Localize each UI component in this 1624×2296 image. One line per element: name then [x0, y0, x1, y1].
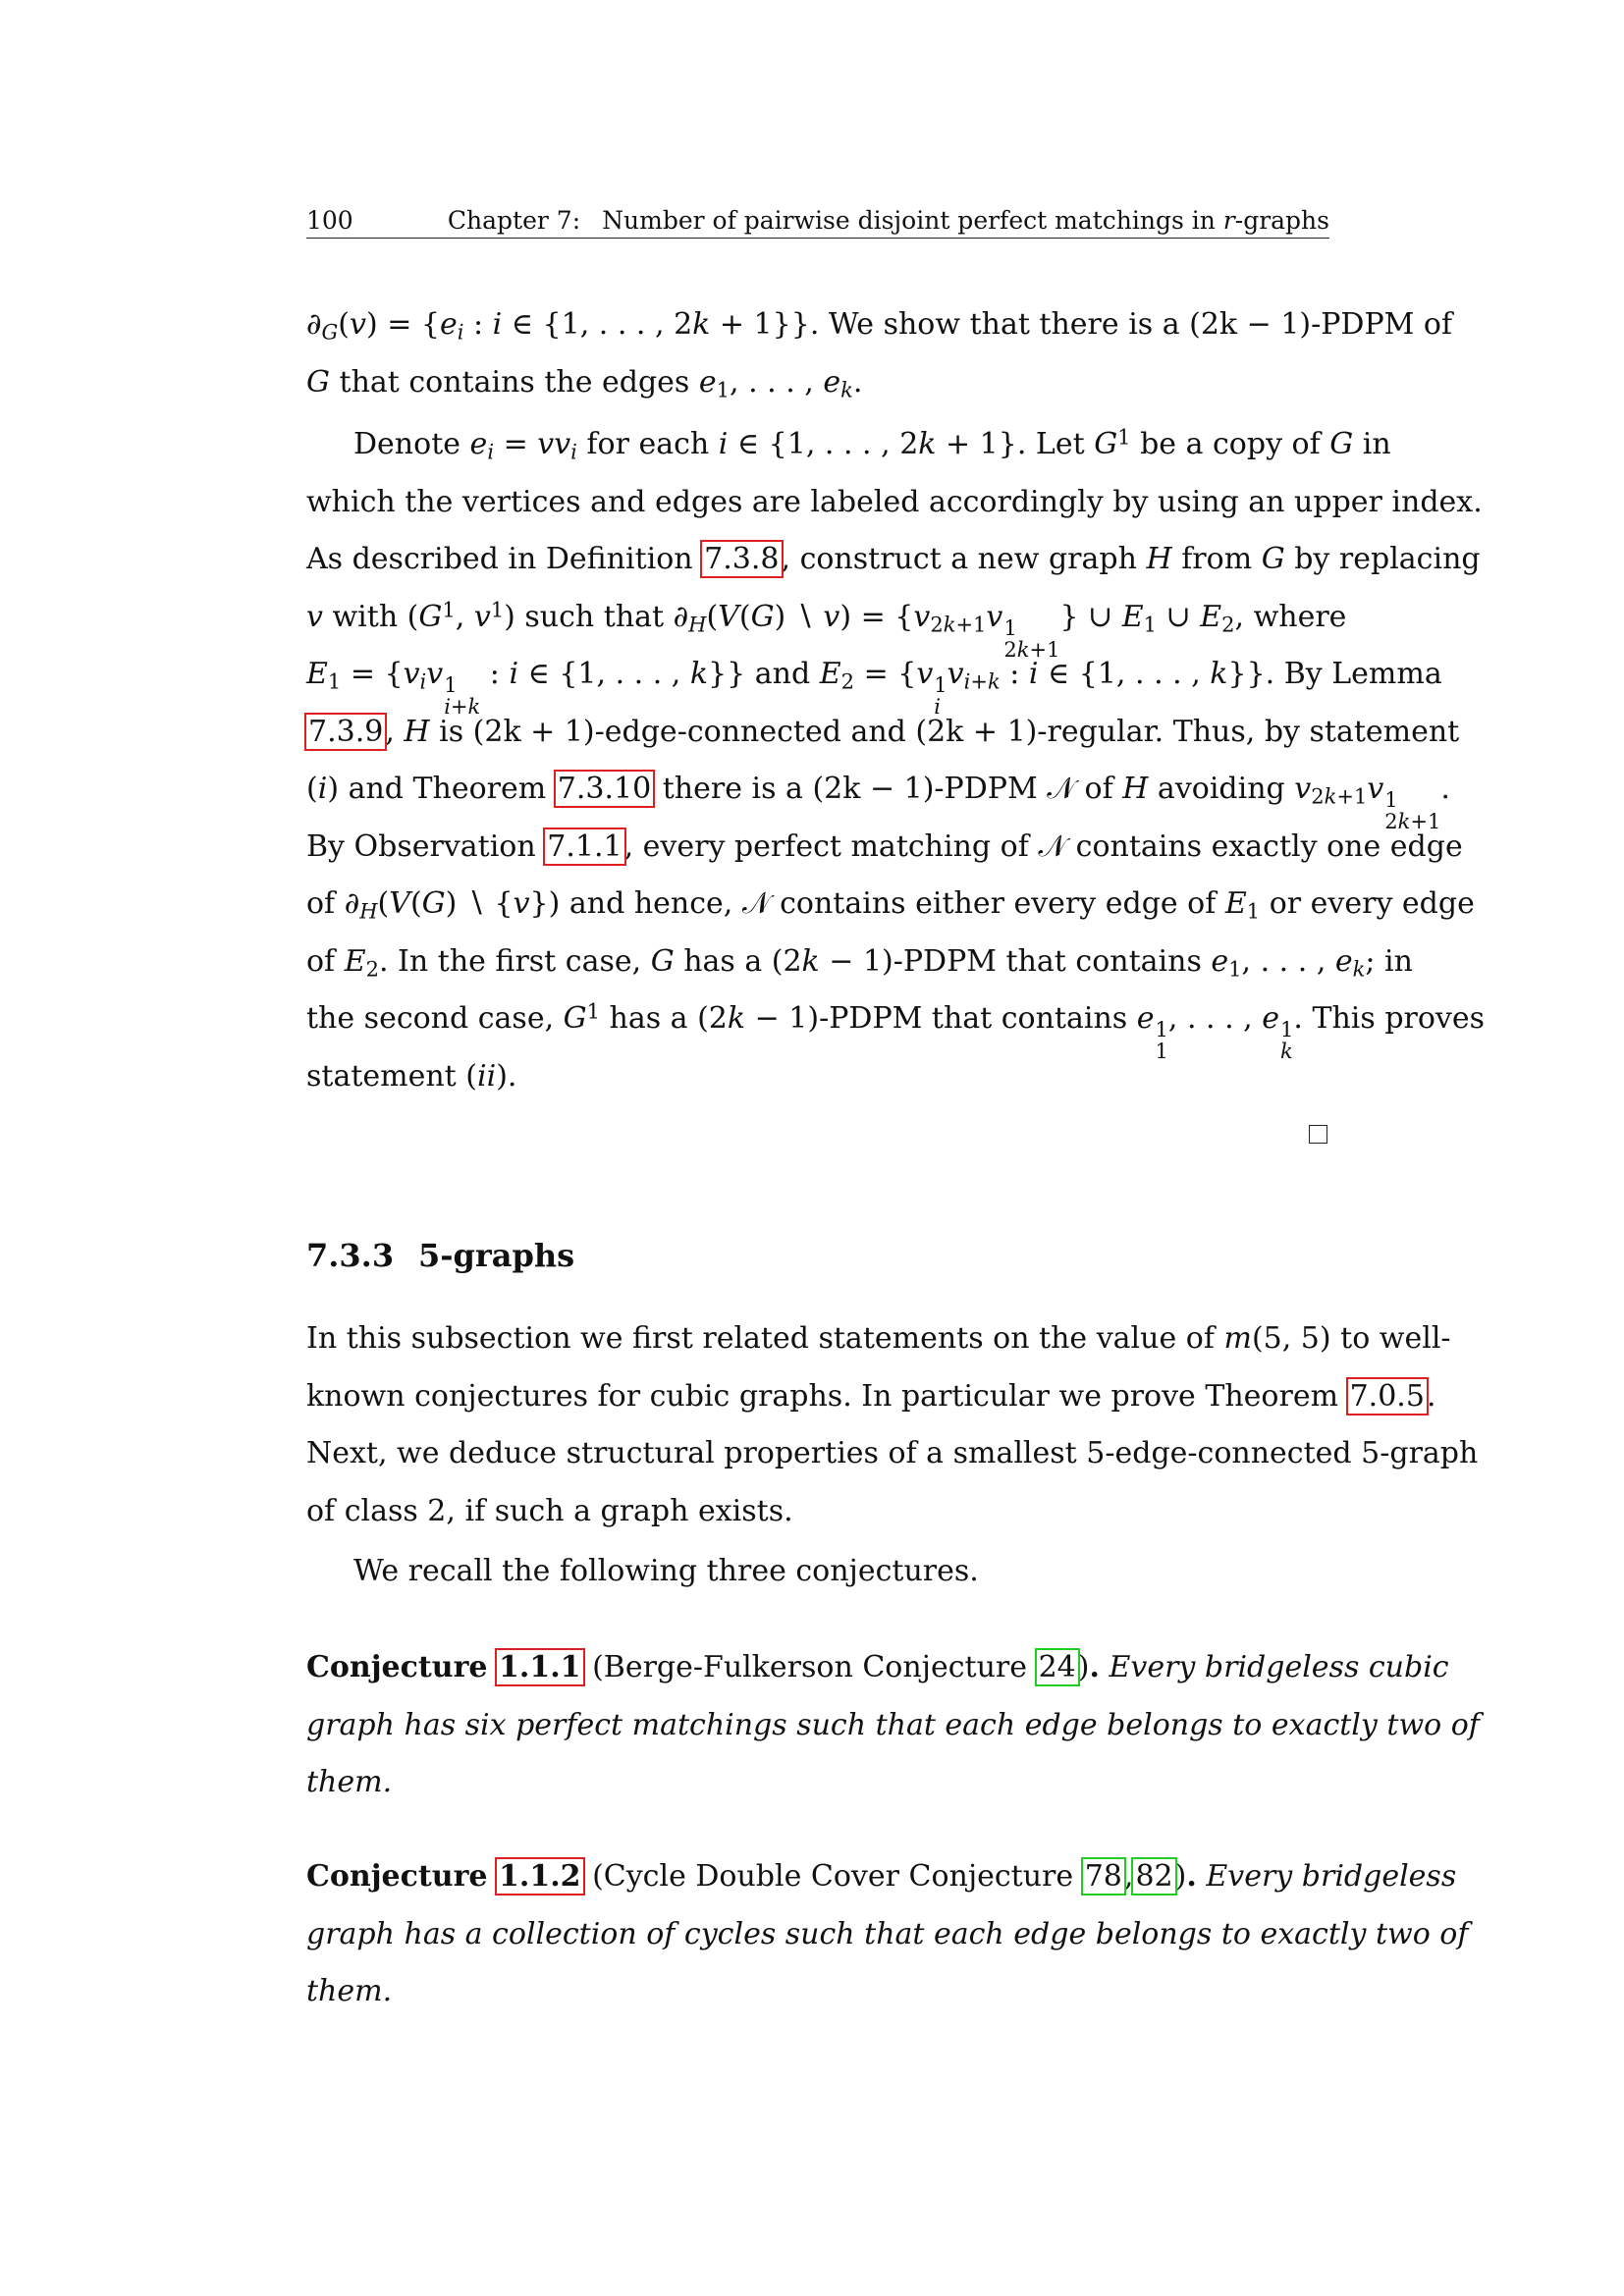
conjecture-statement: graph has a collection of cycles such that each edge belongs to exactly two of: [306, 1916, 1469, 1951]
proof-text: , every perfect matching of: [623, 828, 1029, 864]
ref-link-observation[interactable]: 7.1.1: [547, 828, 623, 864]
proof-text: is (2k + 1)-edge-connected and (2k + 1)-regular. Thus, by statement: [439, 714, 1460, 749]
proof-text: statement: [306, 1058, 457, 1094]
subsection-text: We recall the following three conjectures.: [353, 1554, 979, 1588]
running-head-chapter: Chapter 7:: [447, 206, 581, 235]
proof-text: which the vertices and edges are labeled accordingly by using an upper index.: [306, 484, 1483, 519]
proof-text: contains exactly one edge: [1075, 828, 1463, 864]
text-line: 7.3.9, H is (2k + 1)-edge-connected and (2k + 1)-regular. Thus, by statement: [308, 714, 1460, 749]
proof-text: By Observation: [306, 828, 536, 864]
text-line: [306, 1425, 1479, 1483]
subsection-text: to well-: [1340, 1321, 1451, 1356]
section-number: 7.3.3: [306, 1237, 395, 1274]
subsection-text: In this subsection we first related statements on the value of: [306, 1321, 1215, 1356]
conjecture-label: Conjecture: [306, 1650, 488, 1684]
ref-link-definition[interactable]: 7.3.8: [704, 542, 780, 576]
text-line: G that contains the edges $e_1$, . . . , $e_k$.: [306, 364, 863, 401]
conjecture-source: (Cycle Double Cover Conjecture: [592, 1859, 1074, 1894]
conjecture-statement: them.: [306, 1765, 393, 1799]
citation-link[interactable]: 82: [1135, 1859, 1173, 1894]
page-number: 100: [306, 206, 353, 235]
text-line: By Observation 7.1.1, every perfect matching of 𝒩 contains exactly one edge: [306, 828, 1463, 864]
conjecture-statement: Every bridgeless cubic: [1109, 1650, 1449, 1684]
text-line: of $\partial_H(V(G)$ ∖ {v}) and hence, 𝒩 contains either every edge of $E_1$ or every edge: [306, 886, 1475, 924]
conjecture-statement: Every bridgeless: [1206, 1859, 1457, 1894]
proof-text: and Theorem: [348, 772, 547, 806]
running-head-title: [448, 206, 1329, 235]
citation-link[interactable]: 78: [1084, 1859, 1122, 1894]
citation-link[interactable]: 24: [1038, 1650, 1076, 1684]
subsection-text: Next, we deduce structural properties of a smallest 5-edge-connected 5-graph: [306, 1436, 1479, 1470]
subsection-paragraph: [306, 1310, 1479, 1601]
conjecture-statement: them.: [306, 1974, 393, 2008]
proof-paragraph-2: [306, 416, 1486, 1105]
text-line: $\partial_G(v) = \{e_i$ : i ∈ {1, . . . , 2k + 1}}. We show that there is a (2k − 1)-PDPM of: [306, 307, 1453, 345]
proof-paragraph-1: [306, 296, 1453, 411]
text-line: Conjecture 1.1.1 (Berge-Fulkerson Conjecture 24). Every bridgeless cubic: [306, 1650, 1449, 1684]
running-head: [306, 204, 1329, 239]
conjecture-statement: graph has six perfect matchings such that each edge belongs to exactly two of: [306, 1707, 1480, 1742]
text-line: Conjecture 1.1.2 (Cycle Double Cover Conjecture 78,82). Every bridgeless: [306, 1859, 1457, 1894]
ref-link-theorem[interactable]: 7.0.5: [1349, 1378, 1425, 1414]
qed-box-icon: [1309, 1125, 1327, 1144]
text-line: [306, 1697, 1480, 1755]
proof-text: Denote: [353, 427, 460, 461]
text-line: statement (ii).: [306, 1058, 517, 1094]
text-line: In this subsection we first related statements on the value of m(5, 5) to well-: [306, 1321, 1451, 1356]
text-line: [306, 1906, 1469, 1964]
text-line: of $E_2$. In the first case, G has a (2k − 1)-PDPM that contains $e_1$, . . . , $e_k$; in: [306, 943, 1413, 981]
proof-text: , construct a new graph: [781, 542, 1137, 576]
conjecture-block: [306, 1848, 1469, 2021]
text-line: [306, 1483, 1329, 1541]
running-head-chapter-title: Number of pairwise disjoint perfect matchings in r-graphs: [602, 206, 1329, 235]
section-title: 5-graphs: [418, 1237, 575, 1274]
ref-link-conjecture[interactable]: 1.1.1: [499, 1650, 581, 1684]
conjecture-block: [306, 1639, 1480, 1812]
text-line: Denote $e_i = vv_i$ for each i ∈ {1, . . . , 2k + 1}. Let $G^1$ be a copy of G in: [353, 425, 1391, 464]
subsection-text: of class 2, if such a graph exists.: [306, 1493, 793, 1528]
text-line: [306, 1543, 1329, 1601]
conjecture-source: (Berge-Fulkerson Conjecture: [592, 1650, 1028, 1684]
ref-link-theorem[interactable]: 7.3.10: [557, 772, 652, 806]
subsection-text: known conjectures for cubic graphs. In particular we prove Theorem: [306, 1378, 1339, 1414]
proof-text: that contains the edges: [339, 364, 690, 400]
text-line: [306, 474, 1483, 532]
text-line: [306, 1963, 1329, 2021]
text-line: known conjectures for cubic graphs. In particular we prove Theorem 7.0.5.: [306, 1378, 1436, 1414]
text-line: As described in Definition 7.3.8, construct a new graph H from G by replacing: [306, 542, 1481, 576]
proof-text: by replacing: [1294, 542, 1481, 576]
text-line: the second case, $G^1$ has a (2k − 1)-PDPM that contains e 1 1 , . . . , e 1 k . This proves: [306, 999, 1486, 1064]
proof-text: from: [1181, 542, 1253, 576]
proof-text: . We show that there is a (2k − 1)-PDPM of: [809, 307, 1453, 342]
text-line: (i) and Theorem 7.3.10 there is a (2k − 1)-PDPM 𝒩 of H avoiding $v_{2k+1}v$ 1 2k+1 .: [306, 772, 1450, 834]
proof-text: As described in Definition: [306, 542, 693, 576]
ref-link-lemma[interactable]: 7.3.9: [308, 714, 384, 749]
conjecture-label: Conjecture: [306, 1859, 488, 1894]
text-line: v with ($G^1$, $v^1$) such that $\partial_H(V(G)$ ∖ $v) = \{v_{2k+1}v$ 1 2k+1 } ∪ $E_1$ ∪ $E_2$, where: [306, 598, 1347, 662]
text-line: [306, 1754, 1329, 1812]
section-heading: [306, 1237, 574, 1274]
text-line: $E_1 = \{v_iv$ 1 i+k : i ∈ {1, . . . , k}} and $E_2 = \{v$ 1 i $v_{i+k}$ : i ∈ {1, . . . , k}}. By Lemma: [306, 657, 1442, 720]
proof-text: there is a (2k − 1)-PDPM: [662, 772, 1038, 806]
ref-link-conjecture[interactable]: 1.1.2: [499, 1859, 581, 1894]
